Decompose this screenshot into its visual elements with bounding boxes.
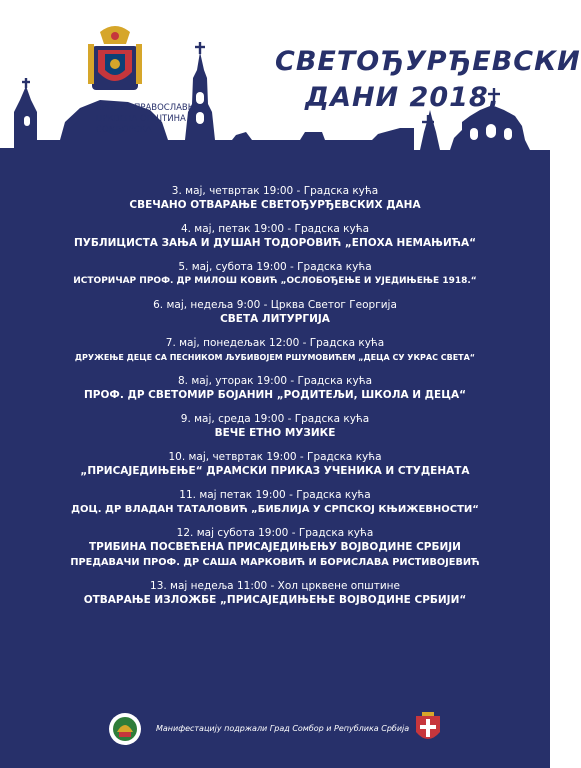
event-title: СВЕТА ЛИТУРГИЈА: [220, 313, 330, 325]
event-title-line2: ПРЕДАВАЧИ ПРОФ. ДР САША МАРКОВИЋ И БОРИСЛАВА РИСТИВОЈЕВИЋ: [70, 557, 480, 568]
event-date: 12. мај субота 19:00 - Градска кућа: [176, 527, 374, 539]
event-item: [70, 412, 480, 441]
event-title: ДРУЖЕЊЕ ДЕЦЕ СА ПЕСНИКОМ ЉУБИВОЈЕМ РШУМОВИЋЕМ „ДЕЦА СУ УКРАС СВЕТА“: [74, 353, 476, 362]
event-date: 6. мај, недеља 9:00 - Црква Светог Георгија: [153, 299, 397, 311]
organization-name-line1: СРПСКА ПРАВОСЛАВНА: [96, 103, 200, 113]
event-date: 10. мај, четвртак 19:00 - Градска кућа: [168, 451, 382, 463]
footer-support-text: Манифестацију подржали Град Сомбор и Република Србија: [156, 724, 410, 733]
event-program: [70, 184, 480, 617]
event-date: 8. мај, уторак 19:00 - Градска кућа: [177, 375, 373, 387]
event-title: ПУБЛИЦИСТА ЗАЊА И ДУШАН ТОДОРОВИЋ „ЕПОХА НЕМАЊИЋА“: [74, 237, 476, 249]
event-title: ОТВАРАЊЕ ИЗЛОЖБЕ „ПРИСАЈЕДИЊЕЊЕ ВОЈВОДИНЕ СРБИЈИ“: [83, 594, 467, 606]
event-date: 7. мај, понедељак 12:00 - Градска кућа: [165, 337, 385, 349]
event-title: ИСТОРИЧАР ПРОФ. ДР МИЛОШ КОВИЋ „ОСЛОБОЂЕЊЕ И УЈЕДИЊЕЊЕ 1918.“: [73, 276, 477, 286]
event-date: 4. мај, петак 19:00 - Градска кућа: [180, 223, 370, 235]
serbia-coat-of-arms-icon: [414, 712, 442, 746]
event-item: [70, 374, 480, 403]
event-date: 9. мај, среда 19:00 - Градска кућа: [180, 413, 370, 425]
event-item: [70, 336, 480, 365]
event-item: [70, 488, 480, 517]
event-item: [70, 450, 480, 479]
event-title: ТРИБИНА ПОСВЕЋЕНА ПРИСАЈЕДИЊЕЊУ ВОЈВОДИНЕ СРБИЈИ: [89, 541, 461, 553]
poster-title-line2: ДАНИ 2018.: [305, 82, 500, 113]
event-date: 13. мај недеља 11:00 - Хол црквене општине: [150, 580, 400, 592]
event-title: СВЕЧАНО ОТВАРАЊЕ СВЕТОЂУРЂЕВСКИХ ДАНА: [129, 199, 421, 211]
event-title: ВЕЧЕ ЕТНО МУЗИКЕ: [214, 427, 336, 439]
event-item: [70, 298, 480, 327]
event-date: 5. мај, субота 19:00 - Градска кућа: [178, 261, 372, 273]
event-item: [70, 260, 480, 289]
organization-name: [96, 103, 216, 136]
footer: [108, 712, 448, 746]
event-date: 3. мај, четвртак 19:00 - Градска кућа: [171, 185, 379, 197]
event-title: ПРОФ. ДР СВЕТОМИР БОЈАНИН „РОДИТЕЉИ, ШКОЛА И ДЕЦА“: [84, 389, 466, 401]
organization-name-line2: ЦРКВЕНА ОПШТИНА СОМБОРСКА: [96, 114, 186, 135]
event-title: ДОЦ. ДР ВЛАДАН ТАТАЛОВИЋ „БИБЛИЈА У СРПСКОЈ КЊИЖЕВНОСТИ“: [71, 504, 479, 515]
event-date: 11. мај петак 19:00 - Градска кућа: [179, 489, 371, 501]
city-sombor-emblem-icon: [108, 712, 142, 746]
event-item: [70, 579, 480, 608]
event-title: „ПРИСАЈЕДИЊЕЊЕ“ ДРАМСКИ ПРИКАЗ УЧЕНИКА И СТУДЕНАТА: [80, 465, 470, 477]
event-item: [70, 222, 480, 251]
event-item: [70, 184, 480, 213]
poster-title: [275, 44, 581, 116]
event-item: [70, 526, 480, 570]
poster-title-line1: СВЕТОЂУРЂЕВСКИ: [275, 46, 581, 77]
church-crest-logo: [82, 24, 148, 94]
